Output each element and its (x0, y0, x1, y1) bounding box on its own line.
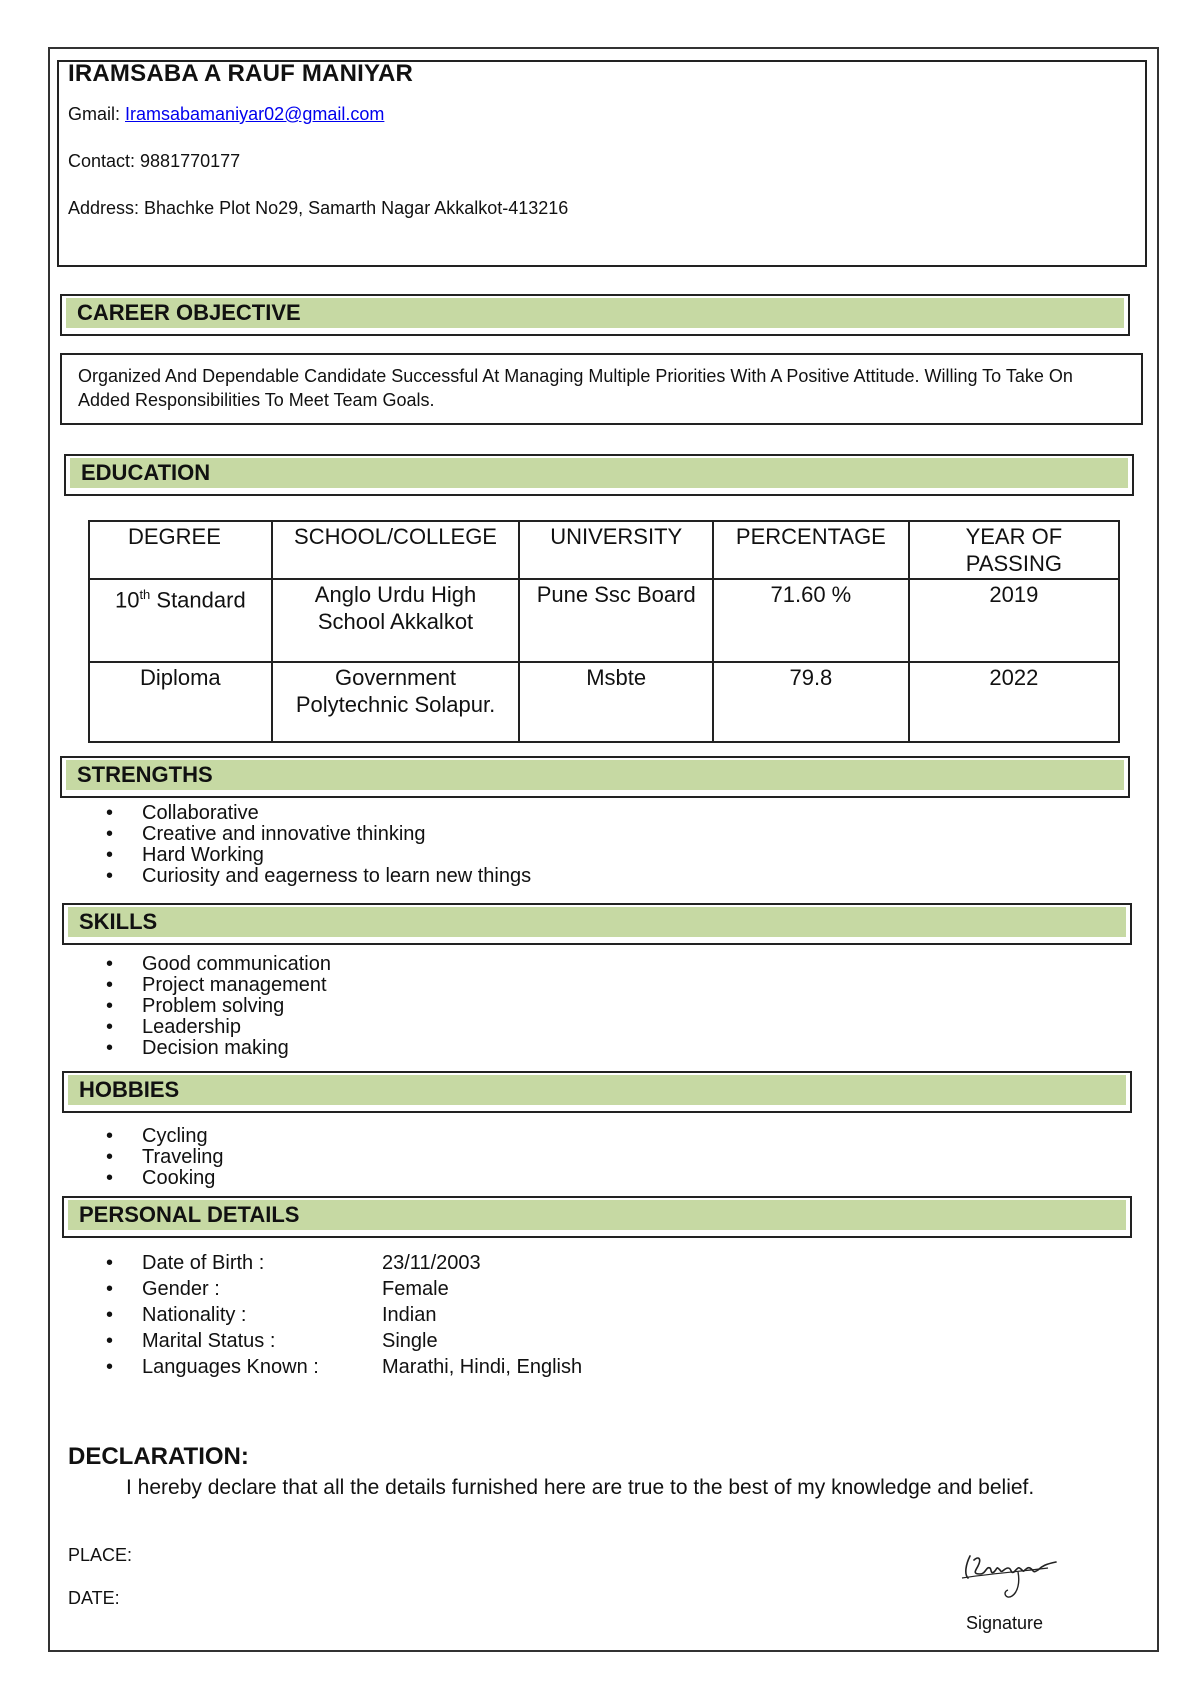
col-percentage: PERCENTAGE (713, 521, 909, 579)
section-bar: PERSONAL DETAILS (68, 1200, 1126, 1230)
pd-label: Gender : (142, 1278, 220, 1300)
section-bar: STRENGTHS (66, 760, 1124, 790)
pd-label: Nationality : (142, 1304, 247, 1326)
list-item: • Project management (100, 975, 331, 996)
address-line: Address: Bhachke Plot No29, Samarth Nagar Akkalkot-413216 (68, 198, 569, 218)
pd-label: Marital Status : (142, 1330, 276, 1352)
list-item (100, 1328, 582, 1354)
list-item: • Good communication (100, 954, 331, 975)
col-degree: DEGREE (89, 521, 272, 579)
cell-school: Government Polytechnic Solapur. (272, 662, 520, 742)
cell-year: 2022 (909, 662, 1119, 742)
list-item (100, 1302, 582, 1328)
candidate-name: IRAMSABA A RAUF MANIYAR (68, 60, 414, 87)
pd-value: 23/11/2003 (382, 1252, 481, 1274)
career-objective-text: Organized And Dependable Candidate Successful At Managing Multiple Priorities With A Positive Attitude. Willing To Take On Added Responsibilities To Meet Team Goals. (60, 353, 1143, 425)
section-bar: CAREER OBJECTIVE (66, 298, 1124, 328)
declaration-heading: DECLARATION: (68, 1443, 249, 1470)
skills-heading (62, 903, 1132, 945)
table-header-row (89, 521, 1119, 579)
col-university: UNIVERSITY (519, 521, 713, 579)
hobbies-heading (62, 1071, 1132, 1113)
cell-school: Anglo Urdu High School Akkalkot (272, 579, 520, 662)
list-item: • Problem solving (100, 996, 331, 1017)
col-year: YEAR OF PASSING (909, 521, 1119, 579)
pd-value: Single (382, 1330, 438, 1352)
list-item: • Curiosity and eagerness to learn new things (100, 866, 531, 887)
personal-details-heading (62, 1196, 1132, 1238)
list-item (100, 1250, 582, 1276)
personal-details-list (100, 1250, 582, 1380)
skills-list (100, 954, 331, 1059)
section-bar: SKILLS (68, 907, 1126, 937)
pd-label: Date of Birth : (142, 1252, 265, 1274)
section-bar: EDUCATION (70, 458, 1128, 488)
place-label: PLACE: (68, 1545, 133, 1565)
signature-image (956, 1548, 1062, 1604)
career-objective-heading (60, 294, 1130, 336)
list-item: • Decision making (100, 1038, 331, 1059)
contact-line: Contact: 9881770177 (68, 151, 241, 171)
education-table (88, 520, 1120, 743)
list-item: • Cycling (100, 1126, 224, 1147)
cell-degree: 10th Standard (89, 579, 272, 662)
strengths-heading (60, 756, 1130, 798)
col-school: SCHOOL/COLLEGE (272, 521, 520, 579)
section-bar: HOBBIES (68, 1075, 1126, 1105)
pd-value: Female (382, 1278, 449, 1300)
list-item: • Collaborative (100, 803, 531, 824)
cell-year: 2019 (909, 579, 1119, 662)
pd-value: Marathi, Hindi, English (382, 1356, 583, 1378)
pd-value: Indian (382, 1304, 437, 1326)
gmail-line (68, 104, 384, 125)
strengths-list (100, 803, 531, 887)
table-row (89, 662, 1119, 742)
list-item (100, 1276, 582, 1302)
gmail-label: Gmail: (68, 104, 126, 124)
list-item: • Cooking (100, 1168, 224, 1189)
list-item: • Hard Working (100, 845, 531, 866)
date-label: DATE: (68, 1588, 120, 1608)
cell-university: Pune Ssc Board (519, 579, 713, 662)
list-item: • Leadership (100, 1017, 331, 1038)
table-row (89, 579, 1119, 662)
list-item: • Traveling (100, 1147, 224, 1168)
cell-percentage: 79.8 (713, 662, 909, 742)
signature-label: Signature (966, 1613, 1044, 1633)
list-item (100, 1354, 582, 1380)
cell-percentage: 71.60 % (713, 579, 909, 662)
declaration-text: I hereby declare that all the details furnished here are true to the best of my knowledge and belief. (126, 1476, 1035, 1499)
pd-label: Languages Known : (142, 1356, 319, 1378)
gmail-link[interactable]: Iramsabamaniyar02@gmail.com (125, 104, 385, 124)
hobbies-list (100, 1126, 224, 1189)
cell-degree: Diploma (89, 662, 272, 742)
list-item: • Creative and innovative thinking (100, 824, 531, 845)
cell-university: Msbte (519, 662, 713, 742)
education-heading (64, 454, 1134, 496)
